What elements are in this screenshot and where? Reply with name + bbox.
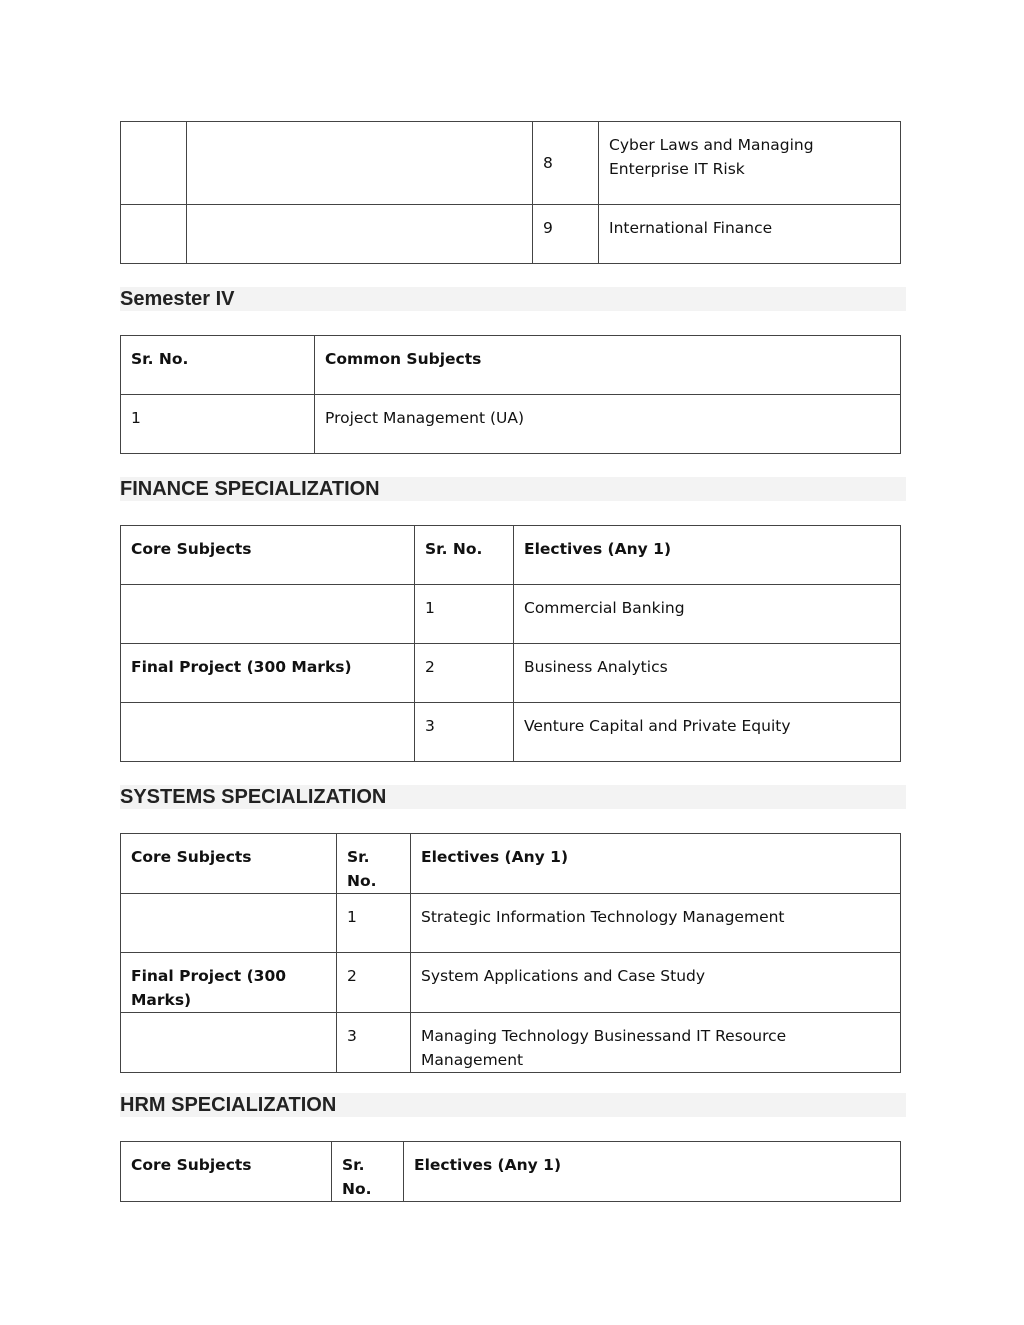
table-header-row — [121, 834, 901, 894]
table-row — [121, 205, 901, 264]
table-row — [121, 894, 901, 953]
common-subjects-header: Common Subjects — [315, 336, 901, 395]
elective-cell: Business Analytics — [514, 644, 901, 703]
table-row — [121, 395, 901, 454]
elective-cell: Commercial Banking — [514, 585, 901, 644]
semester-iv-heading: Semester IV — [120, 287, 906, 311]
systems-heading: SYSTEMS SPECIALIZATION — [120, 785, 906, 809]
subject-cell: International Finance — [599, 205, 901, 264]
sr-no-header: Sr. No. — [415, 526, 514, 585]
table-cell — [121, 122, 187, 205]
elective-cell: System Applications and Case Study — [411, 953, 901, 1013]
table-cell — [121, 205, 187, 264]
electives-header: Electives (Any 1) — [411, 834, 901, 894]
sr-no-cell: 8 — [533, 122, 599, 205]
table-row — [121, 1013, 901, 1073]
core-cell — [121, 894, 337, 953]
elective-cell: Strategic Information Technology Management — [411, 894, 901, 953]
finance-table — [120, 525, 901, 762]
sr-no-cell: 1 — [415, 585, 514, 644]
electives-header: Electives (Any 1) — [404, 1142, 901, 1202]
elective-cell: Venture Capital and Private Equity — [514, 703, 901, 762]
sr-no-cell: 1 — [337, 894, 411, 953]
table-row — [121, 585, 901, 644]
hrm-heading: HRM SPECIALIZATION — [120, 1093, 906, 1117]
core-subjects-header: Core Subjects — [121, 1142, 332, 1202]
core-subjects-header: Core Subjects — [121, 526, 415, 585]
table-row — [121, 644, 901, 703]
table-row — [121, 953, 901, 1013]
core-subjects-header: Core Subjects — [121, 834, 337, 894]
sr-no-header: Sr. No. — [337, 834, 411, 894]
table-row — [121, 703, 901, 762]
electives-header: Electives (Any 1) — [514, 526, 901, 585]
finance-heading: FINANCE SPECIALIZATION — [120, 477, 906, 501]
semester-iv-table — [120, 335, 901, 454]
core-cell — [121, 1013, 337, 1073]
core-cell: Final Project (300 Marks) — [121, 644, 415, 703]
sr-no-cell: 9 — [533, 205, 599, 264]
elective-cell: Managing Technology Businessand IT Resource Management — [411, 1013, 901, 1073]
table-header-row — [121, 526, 901, 585]
sr-no-cell: 2 — [337, 953, 411, 1013]
continuation-table — [120, 121, 901, 264]
table-cell — [187, 122, 533, 205]
sr-no-cell: 2 — [415, 644, 514, 703]
table-row — [121, 122, 901, 205]
systems-table — [120, 833, 901, 1073]
subject-cell: Project Management (UA) — [315, 395, 901, 454]
core-cell — [121, 585, 415, 644]
sr-no-cell: 3 — [337, 1013, 411, 1073]
table-header-row — [121, 336, 901, 395]
subject-cell: Cyber Laws and Managing Enterprise IT Risk — [599, 122, 901, 205]
hrm-table — [120, 1141, 901, 1202]
table-header-row — [121, 1142, 901, 1202]
sr-no-cell: 3 — [415, 703, 514, 762]
table-cell — [187, 205, 533, 264]
sr-no-header: Sr. No. — [121, 336, 315, 395]
sr-no-cell: 1 — [121, 395, 315, 454]
core-cell: Final Project (300 Marks) — [121, 953, 337, 1013]
core-cell — [121, 703, 415, 762]
sr-no-header: Sr. No. — [332, 1142, 404, 1202]
